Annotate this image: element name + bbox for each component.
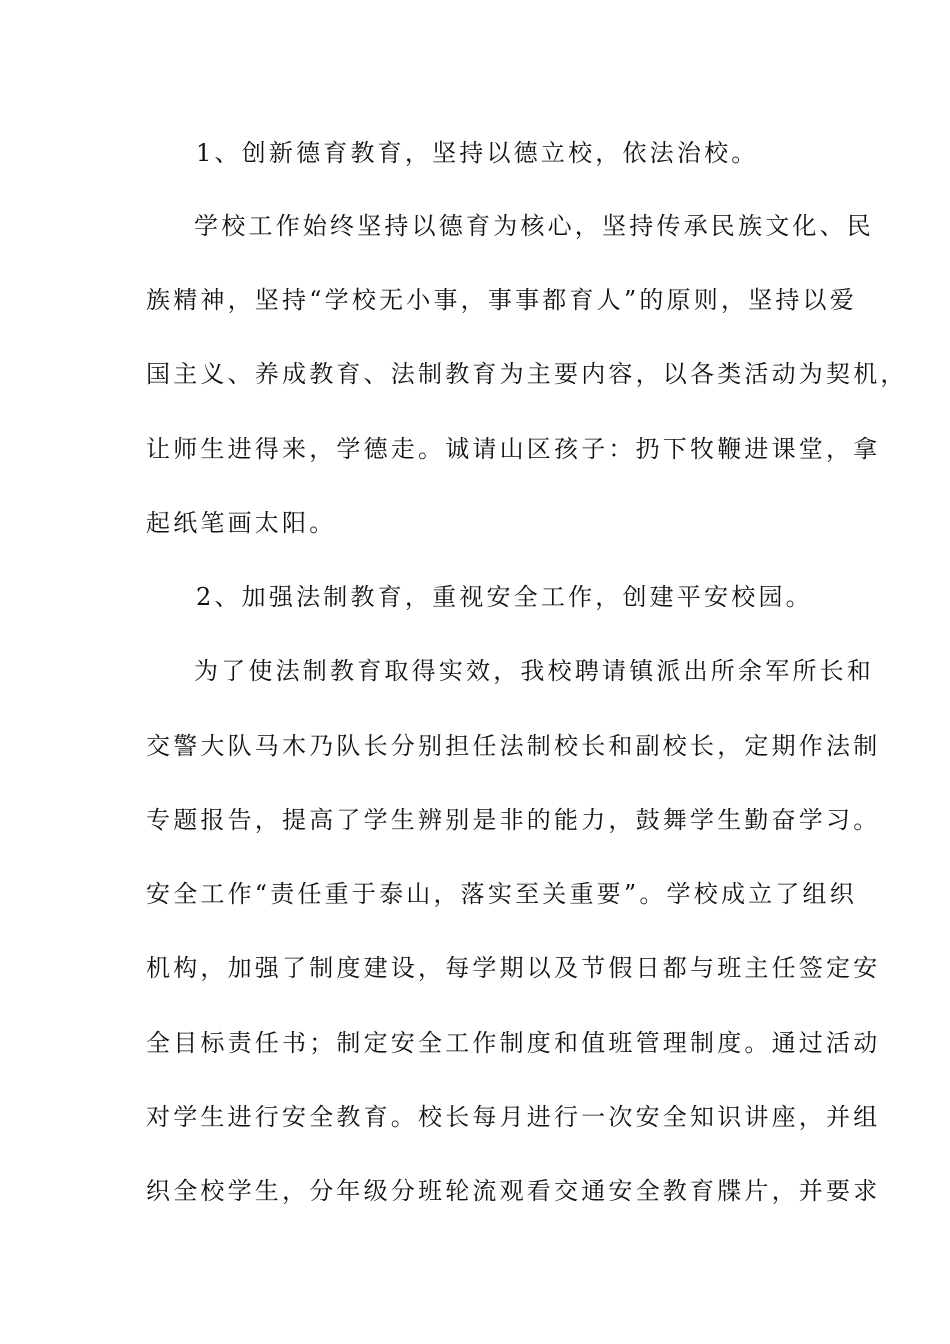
paragraph-line: 国主义、养成教育、法制教育为主要内容，以各类活动为契机，	[146, 360, 908, 388]
section-heading-2: 2、加强法制教育，重视安全工作，创建平安校园。	[196, 583, 813, 611]
paragraph-line: 为了使法制教育取得实效，我校聘请镇派出所余军所长和	[194, 657, 874, 685]
paragraph-line: 学校工作始终坚持以德育为核心，坚持传承民族文化、民	[194, 212, 874, 240]
paragraph-line: 交警大队马木乃队长分别担任法制校长和副校长，定期作法制	[146, 732, 881, 760]
paragraph-line: 专题报告，提高了学生辨别是非的能力，鼓舞学生勤奋学习。	[146, 806, 881, 834]
paragraph-line: 机构，加强了制度建设，每学期以及节假日都与班主任签定安	[146, 954, 881, 982]
paragraph-line: 对学生进行安全教育。校长每月进行一次安全知识讲座，并组	[146, 1103, 881, 1131]
section-heading-1: 1、创新德育教育，坚持以德立校，依法治校。	[196, 139, 759, 167]
paragraph-line: 让师生进得来，学德走。诚请山区孩子：扔下牧鞭进课堂，拿	[146, 435, 881, 463]
paragraph-line: 族精神，坚持“学校无小事，事事都育人”的原则，坚持以爱	[146, 286, 857, 314]
paragraph-line: 织全校学生，分年级分班轮流观看交通安全教育牒片，并要求	[146, 1177, 881, 1205]
paragraph-line: 全目标责任书；制定安全工作制度和值班管理制度。通过活动	[146, 1029, 881, 1057]
paragraph-line: 起纸笔画太阳。	[146, 509, 337, 537]
paragraph-line: 安全工作“责任重于泰山，落实至关重要”。学校成立了组织	[146, 880, 857, 908]
